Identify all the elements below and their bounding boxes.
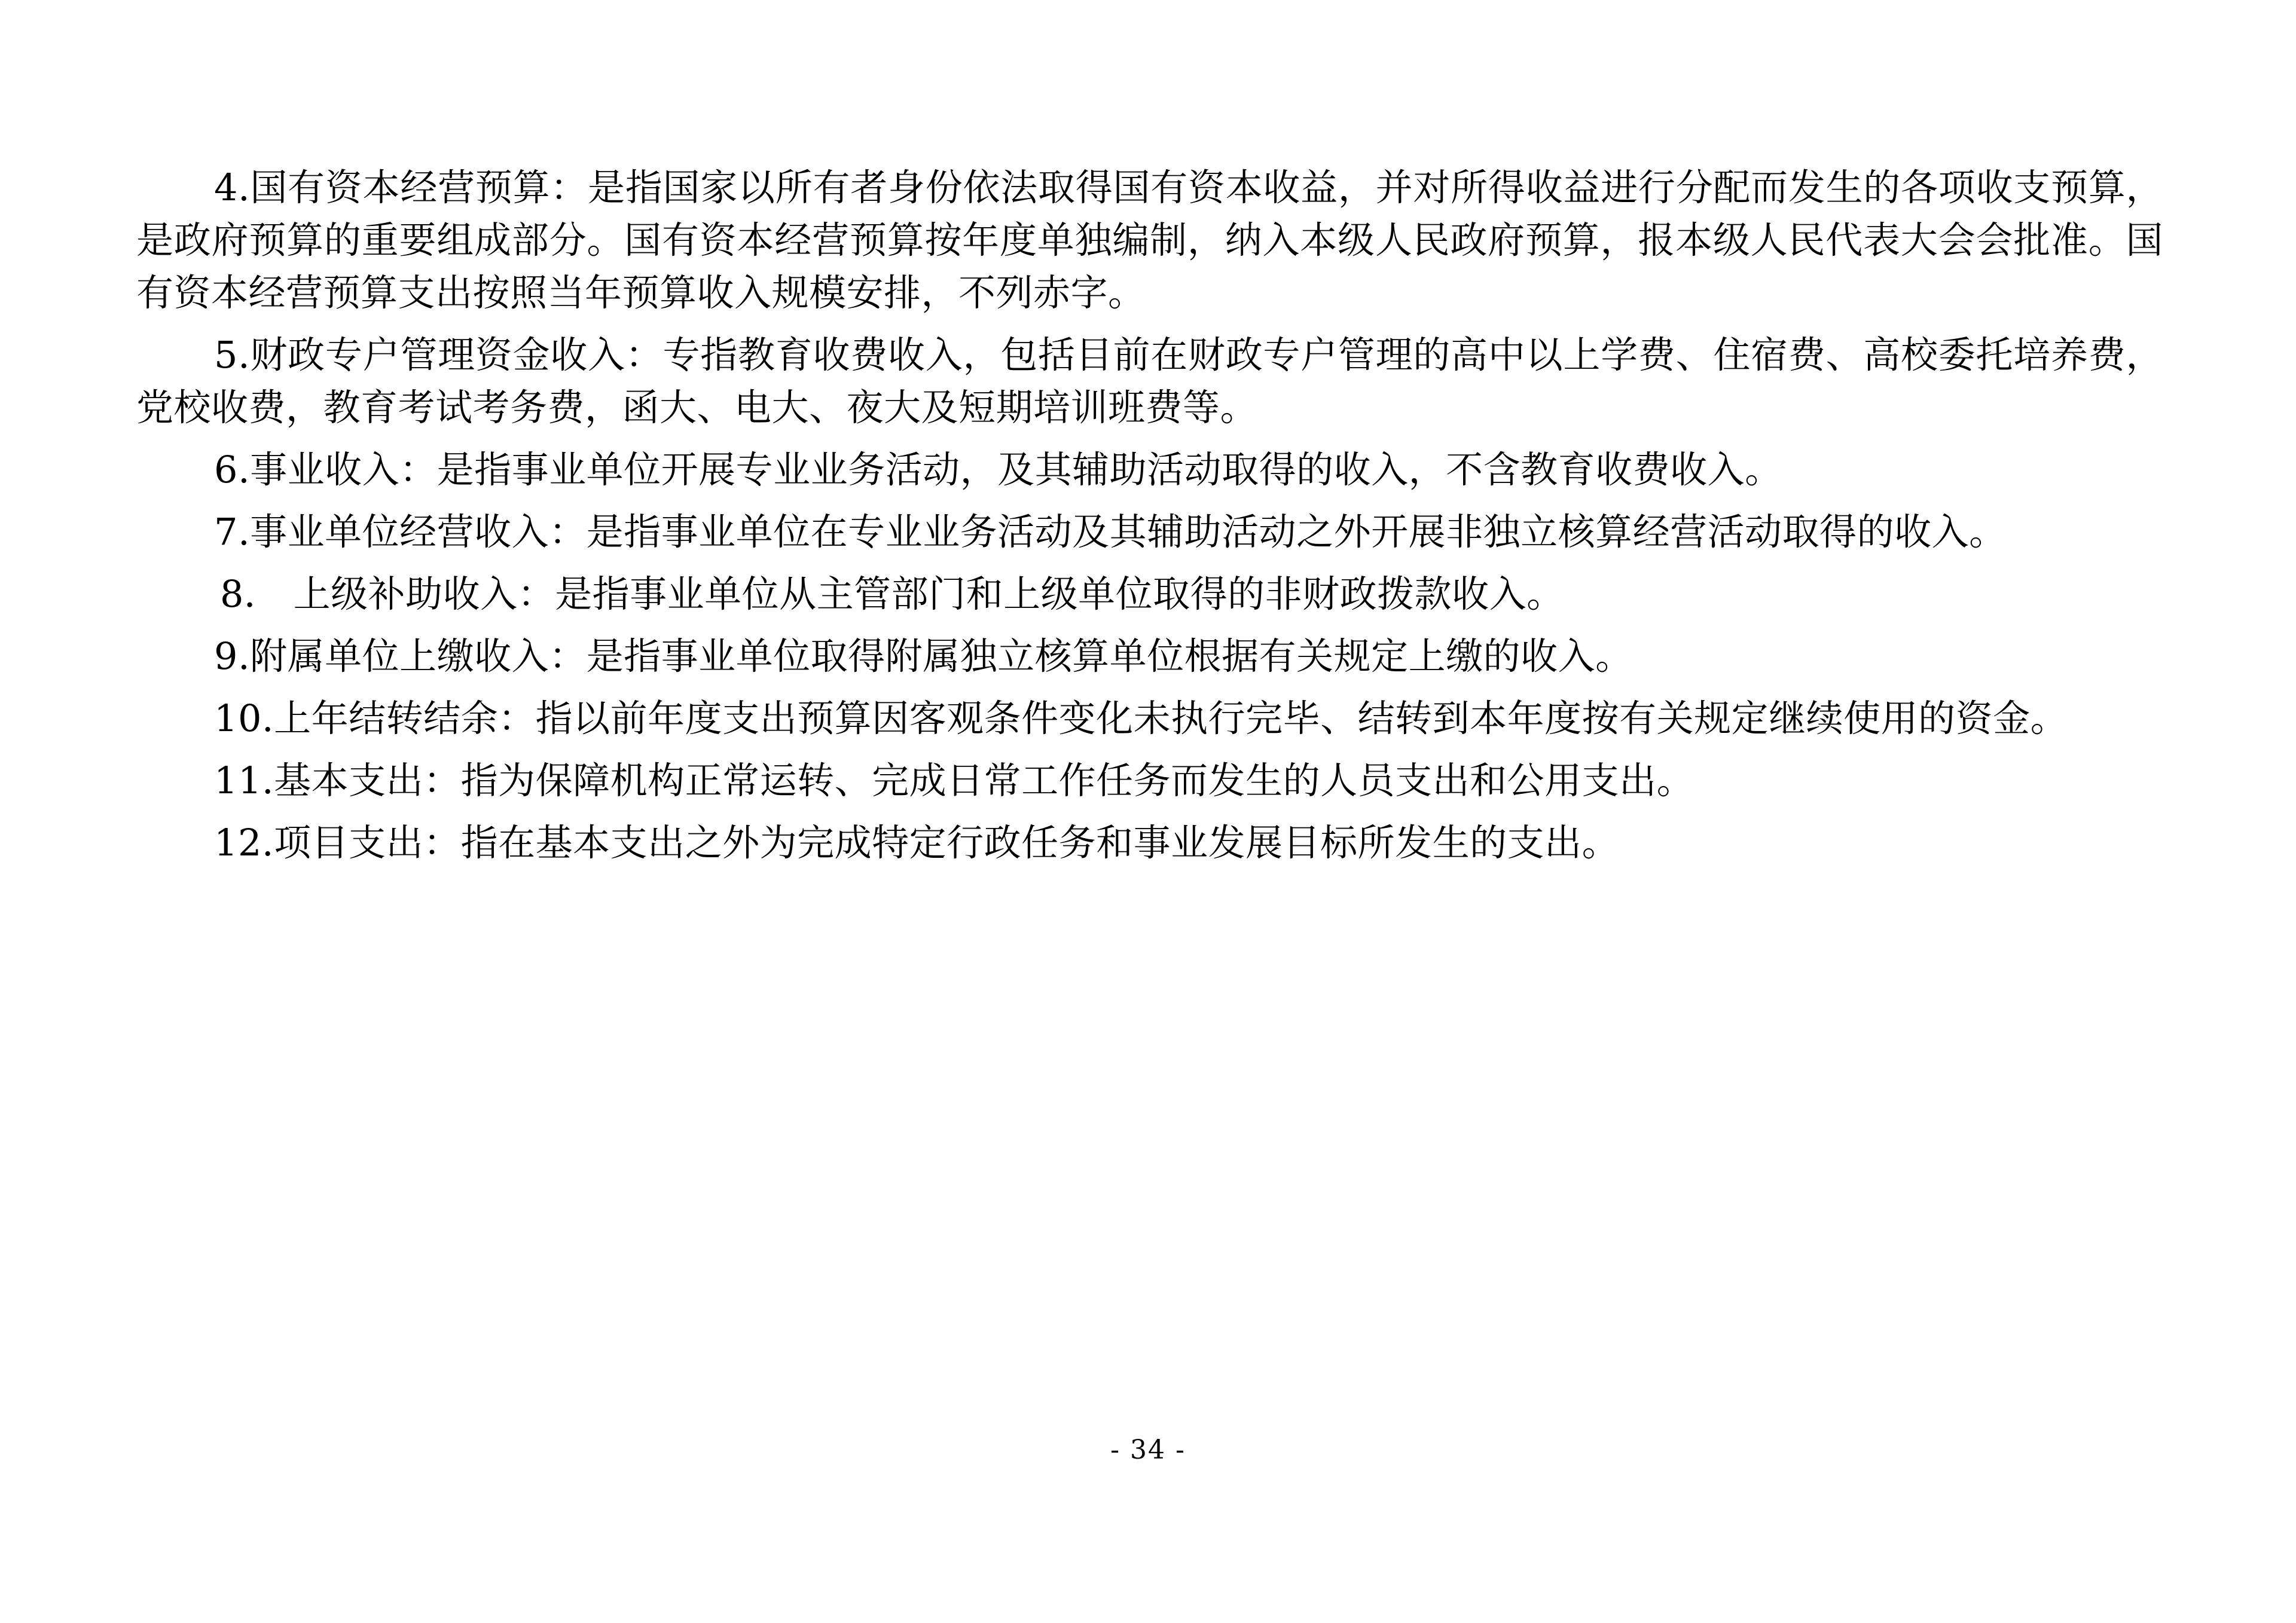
paragraph-item-10: 10.上年结转结余：指以前年度支出预算因客观条件变化未执行完毕、结转到本年度按有关规定继续使用的资金。	[214, 696, 2068, 741]
paragraph-item-8: 8． 上级补助收入：是指事业单位从主管部门和上级单位取得的非财政拨款收入。	[220, 572, 1564, 616]
paragraph-item-5: 5.财政专户管理资金收入：专指教育收费收入，包括目前在财政专户管理的高中以上学费、住宿费、高校委托培养费，党校收费，教育考试考务费，函大、电大、夜大及短期培训班费等。	[136, 333, 2163, 430]
page-number: - 34 -	[1110, 1435, 1186, 1465]
paragraph-item-4: 4.国有资本经营预算：是指国家以所有者身份依法取得国有资本收益，并对所得收益进行分配而发生的各项收支预算，是政府预算的重要组成部分。国有资本经营预算按年度单独编制，纳入本级人民政府预算，报本级人民代表大会会批准。国有资本经营预算支出按照当年预算收入规模安排，不列赤字。	[136, 166, 2163, 315]
paragraph-item-11: 11.基本支出：指为保障机构正常运转、完成日常工作任务而发生的人员支出和公用支出。	[214, 759, 1694, 803]
paragraph-item-9: 9.附属单位上缴收入：是指事业单位取得附属独立核算单位根据有关规定上缴的收入。	[214, 634, 1633, 678]
document-body	[136, 161, 2163, 879]
paragraph-item-6: 6.事业收入：是指事业单位开展专业业务活动，及其辅助活动取得的收入，不含教育收费收入。	[214, 448, 1782, 492]
paragraph-item-7: 7.事业单位经营收入：是指事业单位在专业业务活动及其辅助活动之外开展非独立核算经营活动取得的收入。	[214, 510, 2007, 554]
paragraph-item-12: 12.项目支出：指在基本支出之外为完成特定行政任务和事业发展目标所发生的支出。	[214, 821, 1620, 865]
